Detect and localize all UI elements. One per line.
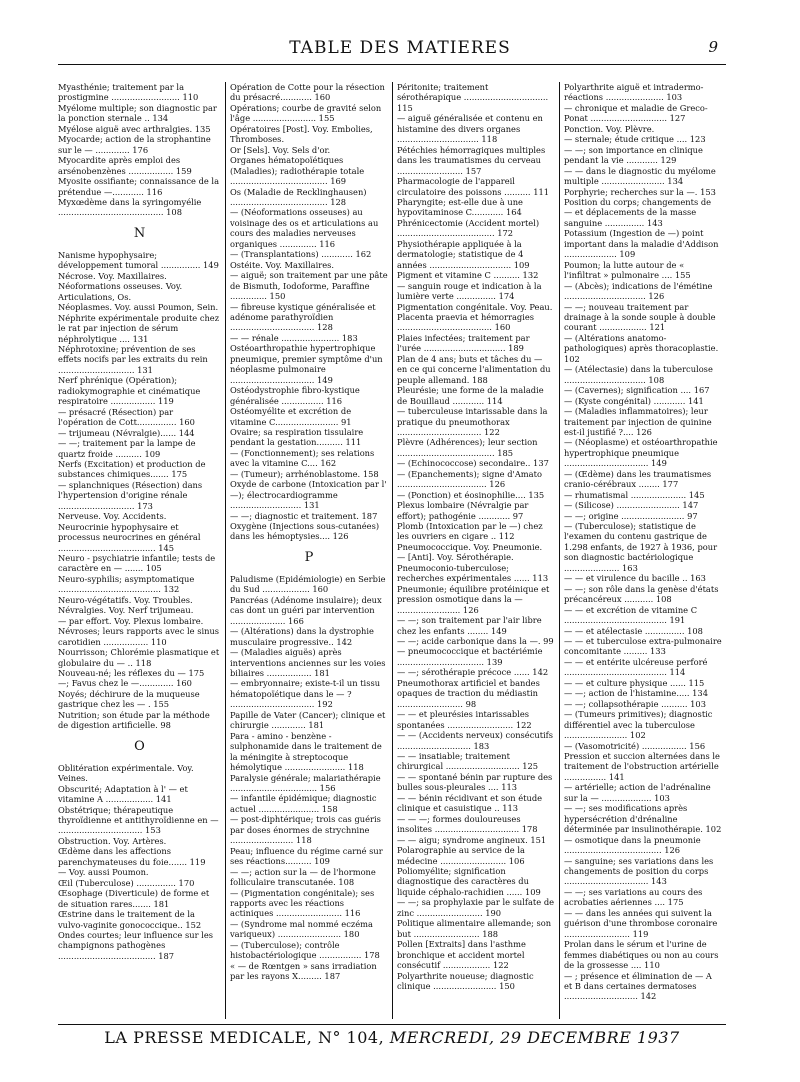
footer-date: MERCREDI, 29 DECEMBRE 1937 [389, 1028, 680, 1047]
index-entry: Myosite ossifiante; connaissance de la prétendue —............ 116 [58, 176, 220, 197]
index-entry: Prolan dans le sérum et l'urine de femmes diabétiques ou non au cours de la grossesse .... 110 [564, 939, 719, 971]
page-number: 9 [708, 38, 718, 56]
index-entry: Neuro-végétatifs. Voy. Troubles. [58, 594, 193, 605]
index-entry: — — et pleurésies intarissables spontanées ......................... 122 [397, 709, 532, 730]
index-entry: — (Altérations anatomo-pathologiques) après thoracoplastie. 102 [564, 332, 719, 364]
index-entry: — (Altérations) dans la dystrophie musculaire progressive.. 142 [230, 626, 374, 647]
index-entry: — — et entérite ulcéreuse perforé ....................................... 114 [564, 656, 708, 678]
index-entry: — —; acide carbonique dans la —. 99 [397, 636, 554, 647]
index-entry: « — de Rœntgen » sans irradiation par les rayons X......... 187 [230, 960, 377, 982]
index-entry: Neuro-syphilis; asymptomatique ....................................... 132 [58, 573, 195, 595]
index-entry: Potassium (Ingestion de —) point important dans la maladie d'Addison .................... 109 [564, 228, 719, 260]
index-entry: — (Atélectasie) dans la tuberculose ............................... 108 [564, 364, 713, 385]
index-entry: — présacré (Résection) par l'opération de Cott............... 160 [58, 406, 195, 428]
index-entry: Plomb (Intoxication par le —) chez les ouvriers en cigare .. 112 [397, 521, 543, 542]
index-entry: Polarographie au service de la médecine ......................... 106 [397, 845, 525, 866]
index-entry: — (Kyste congénital) ............ 141 [564, 395, 704, 406]
index-entry: Pollen [Extraits] dans l'asthme bronchique et accident mortel consécutif .................. 122 [397, 939, 526, 971]
index-entry: — —; origine ........................ 97 [564, 510, 698, 521]
index-entry: Position du corps; changements de — et déplacements de la masse sanguine ............... 143 [564, 196, 712, 228]
index-entry: — —; son importance en clinique pendant la vie ............ 129 [564, 144, 703, 166]
index-column-4 [559, 82, 726, 1019]
index-entry: — embryonnaire; existe-t-il un tissu hématopoïétique dans le — ? ................................ 192 [230, 678, 381, 710]
index-entry: — trijumeau (Névralgie)...... 144 [58, 427, 195, 438]
index-entry: — — et virulence du bacille .. 163 [564, 573, 706, 584]
index-entry: Pharyngite; est-elle due à une hypovitaminose C............ 164 [397, 196, 523, 218]
index-entry: Myocardite après emploi des arsénobenzènes ................. 159 [58, 155, 192, 176]
index-entry: Ponction. Voy. Plèvre. [564, 123, 655, 134]
index-entry: — sanguine; ses variations dans les changements de position du corps ................................ 143 [564, 855, 714, 887]
index-entry: Nutrition; son étude par la méthode de digestion artificielle. 98 [58, 709, 210, 731]
index-entry: Pleurésie; une forme de la maladie de Bouillaud ............ 114 [397, 385, 544, 406]
index-entry: Para - amino - benzène - sulphonamide dans le traitement de la méningite à streptocoque hémolytique ....................... 118 [230, 730, 382, 773]
footer-rule [58, 1024, 726, 1025]
index-entry: — —; son rôle dans la genèse d'états précancéreux ........... 108 [564, 583, 719, 605]
index-entry: Nanisme hypophysaire; développement tumoral ............... 149 [58, 249, 219, 271]
index-entry: — — aigu; syndrome angineux. 151 [397, 834, 547, 845]
index-entry: Néphrite expérimentale produite chez le rat par injection de sérum néphrolytique .... 131 [58, 312, 220, 344]
index-entry: Néphrotoxine; prévention de ses effets nocifs par les extraits du rein ............................. 131 [58, 343, 208, 375]
index-entry: Paludisme (Epidémiologie) en Serbie du Sud .................. 160 [230, 573, 386, 595]
index-entry: — rhumatismal ..................... 145 [564, 489, 705, 500]
index-entry: — —; action de l'histamine..... 134 [564, 688, 708, 699]
index-entry: Obscurité; Adaptation à l' — et vitamine A .................. 141 [58, 783, 188, 805]
index-entry: Myocarde; action de la strophantine sur le — ............. 176 [58, 134, 211, 155]
index-columns [58, 82, 726, 1019]
index-entry: — (Tumeur); arrhénoblastome. 158 [230, 468, 379, 479]
index-entry: — sternale; étude critique .... 123 [564, 134, 706, 145]
index-entry: Pétéchies hémorragiques multiples dans les traumatismes du cerveau ......................... 157 [397, 144, 546, 176]
index-entry: — — et atélectasie ............... 108 [564, 625, 703, 636]
index-entry: Poumon; la lutte autour de « l'infiltrat » pulmonaire .... 155 [564, 259, 691, 281]
index-entry: Plaies infectées; traitement par l'urée ............................... 189 [397, 332, 530, 354]
index-entry: Plèvre (Adhérences); leur section ..................................... 185 [397, 437, 538, 458]
index-entry: — (Syndrome mal nommé eczéma variqueux) ........................ 180 [230, 918, 373, 940]
section-letter-heading: P [304, 549, 314, 565]
index-entry: Nerfs (Excitation) et production de substances chimiques....... 175 [58, 458, 206, 480]
index-entry: Opératoires [Post]. Voy. Embolies, Thromboses. [230, 123, 373, 145]
index-entry: — — insatiable; traitement chirurgical ............................ 125 [397, 751, 539, 772]
index-entry: Oxygène (Injections sous-cutanées) dans les hémoptysies.... 126 [230, 521, 380, 542]
index-entry: Organes hématopoïétiques (Maladies); radiothérapie totale ..................................... 169 [230, 155, 365, 187]
index-entry: Os (Maladie de Recklinghausen) ..................................... 128 [230, 186, 367, 207]
index-entry: — sanguin rouge et indication à la lumière verte ............... 174 [397, 280, 542, 302]
index-entry: — post-diphtérique; trois cas guéris par doses énormes de strychnine ........................ 118 [230, 814, 381, 846]
index-entry: — (Abcès); indications de l'émétine ............................... 126 [564, 280, 713, 302]
index-entry: Oblitération expérimentale. Voy. Veines. [58, 762, 194, 784]
index-entry: — — bénin récidivant et son étude clinique et casuistique .. 113 [397, 792, 543, 814]
index-entry: — — (Accidents nerveux) consécutifs ............................ 183 [397, 730, 554, 751]
index-entry: Ostéodystrophie fibro-kystique généralisée ................ 116 [230, 385, 360, 406]
index-entry: Poliomyélite; signification diagnostique des caractères du liquide céphalo-rachidien ...... 109 [397, 865, 541, 897]
index-entry: Oxyde de carbone (Intoxication par l' —); électrocardiogramme ........................... 131 [230, 479, 387, 511]
index-entry: Peau; influence du régime carné sur ses réactions.......... 109 [230, 845, 383, 867]
index-entry: — ; présence et élimination de — A et B dans certaines dermatoses ............................ 142 [564, 970, 712, 1002]
index-entry: Pigment et vitamine C .......... 132 [397, 270, 539, 281]
index-entry: — (Transplantations) ............ 162 [230, 249, 372, 260]
index-entry: Nerveuse. Voy. Accidents. [58, 511, 167, 522]
index-entry: —; Favus chez le —............. 160 [58, 678, 192, 689]
index-entry: — (Echinococcose) secondaire.. 137 [397, 458, 549, 469]
section-letter-heading: N [133, 225, 146, 241]
index-entry: — (Tuberculose); contrôle histobactériologique ................ 178 [230, 939, 380, 961]
index-entry: Œil (Tuberculose) ............... 170 [58, 877, 195, 888]
index-entry: — — dans les années qui suivent la guérison d'une thrombose coronaire ......................... 119 [564, 907, 718, 939]
index-entry: — — —; formes douloureuses insolites ................................ 178 [397, 813, 538, 835]
index-entry: — (Silicose) ........................ 147 [564, 500, 699, 511]
index-entry: Or [Sels]. Voy. Sels d'or. [230, 144, 331, 155]
index-entry: — tuberculeuse intarissable dans la pratique du pneumothorax ................................ 122 [397, 406, 548, 437]
index-entry: Plan de 4 ans; buts et tâches du — en ce qui concerne l'alimentation du peuple allemand. 188 [397, 353, 551, 385]
index-entry: — Voy. aussi Poumon. [58, 867, 149, 878]
index-entry: — —; diagnostic et traitement. 187 [230, 510, 378, 521]
index-entry: — aiguë généralisée et contenu en histamine des divers organes ............................... 118 [397, 113, 543, 145]
index-entry: Polyarthrite noueuse; diagnostic clinique ........................ 150 [397, 970, 534, 991]
index-entry: — — et culture physique ...... 115 [564, 677, 705, 688]
index-entry: Ostéomyélite et excrétion de vitamine C........................ 91 [230, 406, 352, 427]
index-entry: — —; nouveau traitement par drainage à la sonde souple à double courant .................. 121 [564, 301, 716, 333]
index-entry: Neurocrinie hypophysaire et processus neurocrines en général ..................................... 145 [58, 521, 201, 553]
index-entry: — —; collapsothérapie .......... 103 [564, 698, 706, 709]
index-entry: — infantile épidémique; diagnostic actuel ....................... 158 [230, 793, 377, 814]
index-entry: Névralgies. Voy. Nerf trijumeau. [58, 605, 194, 616]
index-entry: — (Néoplasme) et ostéoarthropathie hypertrophique pneumique ................................ 149 [564, 437, 718, 469]
index-entry: — (Œdème) dans les traumatismes cranio-cérébraux ........ 177 [564, 468, 712, 490]
index-entry: Pneumonie; équilibre protéinique et pression osmotique dans la — ........................ 126 [397, 583, 550, 615]
page-footer [58, 1028, 726, 1047]
index-entry: Névroses; leurs rapports avec le sinus carotidien ................. 110 [58, 626, 220, 647]
index-entry: Pneumothorax artificiel et bandes opaques de traction du médiastin ......................... 98 [397, 677, 540, 709]
index-entry: Ondes courtes; leur influence sur les champignons pathogènes ..................................... 187 [58, 929, 214, 961]
index-entry: — —; sérothérapie précoce ...... 142 [397, 667, 549, 678]
index-entry: Néoformations osseuses. Voy. Articulations, Os. [58, 281, 183, 302]
index-entry: Nerf phrénique (Opération); radiokymographie et cinématique respiratoire ................. 119 [58, 375, 201, 407]
index-entry: Ovaire; sa respiration tissulaire pendant la gestation.......... 111 [230, 426, 364, 448]
index-entry: — —; traitement par la lampe de quartz froide .......... 109 [58, 438, 196, 459]
index-entry: Pression et succion alternées dans le traitement de l'obstruction artérielle ................ 141 [564, 751, 720, 782]
index-entry: — (Vasomotricité) ................. 156 [564, 740, 706, 751]
index-entry: — — rénale ...................... 183 [230, 332, 358, 343]
index-entry: — chronique et maladie de Greco-Ponat ............................. 127 [564, 102, 708, 124]
header-rule [58, 64, 726, 65]
index-entry: Obstruction. Voy. Artères. [58, 835, 167, 846]
index-entry: Papille de Vater (Cancer); clinique et chirurgie ............. 181 [230, 709, 386, 731]
index-entry: Œstrine dans le traitement de la vulvo-vaginite gonococcique.. 152 [58, 909, 202, 930]
index-entry: Porphyrie; recherches sur la —. 153 [564, 186, 716, 197]
index-entry: Nécrose. Voy. Maxillaires. [58, 270, 167, 281]
index-entry: Myélome multiple; son diagnostic par la ponction sternale .. 134 [58, 102, 217, 124]
index-column-2 [225, 82, 392, 1019]
index-entry: Pneumococcique. Voy. Pneumonie. [397, 541, 543, 552]
index-entry: — (Néoformations osseuses) au voisinage des os et articulations au cours des maladies nerveuses organiques .............. 116 [230, 207, 379, 249]
index-entry: — (Pigmentation congénitale); ses rapports avec les réactions actiniques ......................... 116 [230, 887, 375, 919]
footer-journal: LA PRESSE MEDICALE, N° 104, [104, 1028, 385, 1047]
index-entry: — fibreuse kystique généralisée et adénome parathyroïdien ................................ 128 [230, 301, 376, 333]
index-entry: — (Maladies inflammatoires); leur traitement par injection de quinine est-il justifié ?.... 126 [564, 406, 712, 437]
index-entry: — splanchniques (Résection) dans l'hypertension d'origine rénale ............................. 173 [58, 479, 203, 511]
index-entry: — (Maladies aiguës) après interventions anciennes sur les voies biliaires ................. 181 [230, 647, 386, 679]
index-entry: Obstétrique; thérapeutique thyroïdienne et antithyroïdienne en — ................................ 153 [58, 804, 219, 836]
index-entry: — — spontané bénin par rupture des bulles sous-pleurales .... 113 [397, 771, 553, 793]
index-entry: Noyés; déchirure de la muqueuse gastrique chez les — . 155 [58, 688, 200, 710]
index-entry: Plexus lombaire (Névralgie par effort); pathogénie ............ 97 [397, 500, 529, 521]
index-entry: Pneumoconio-tuberculose; recherches expérimentales ...... 113 [397, 562, 549, 584]
index-entry: Phrénicectomie (Accident mortel) ..................................... 172 [397, 217, 540, 239]
index-column-1 [58, 82, 225, 1019]
index-entry: Œdème dans les affections parenchymateuses du foie....... 119 [58, 846, 206, 867]
index-entry: Polyarthrite aiguë et intradermo-réactions ...................... 103 [564, 82, 704, 103]
index-entry: — —; sa prophylaxie par le sulfate de zinc ......................... 190 [397, 897, 555, 918]
index-entry: Pigmentation congénitale. Voy. Peau. [397, 301, 553, 312]
index-entry: Ostéoarthropathie hypertrophique pneumique, premier symptôme d'un néoplasme pulmonaire ................................ 149 [230, 343, 383, 385]
index-entry: Œsophage (Diverticule) de forme et de situation rares....... 181 [58, 888, 210, 909]
index-entry: — (Fonctionnement); ses relations avec la vitamine C.... 162 [230, 447, 375, 469]
index-entry: Nourrisson; Chlorémie plasmatique et globulaire du — .. 118 [58, 647, 220, 668]
index-entry: — aiguë; son traitement par une pâte de Bismuth, Iodoforme, Paraffine .............. 150 [230, 270, 388, 302]
index-entry: — par effort. Voy. Plexus lombaire. [58, 615, 204, 626]
index-entry: Physiothérapie appliquée à la dermatologie; statistique de 4 années ............................... 109 [397, 238, 530, 270]
index-entry: — (Cavernes); signification .... 167 [564, 385, 710, 396]
index-entry: Neuro - psychiatrie infantile; tests de caractère en — ....... 105 [58, 553, 216, 574]
index-entry: — — et excrétion de vitamine C ....................................... 191 [564, 604, 698, 626]
index-entry: Ostéite. Voy. Maxillaires. [230, 259, 335, 270]
section-letter-heading: O [134, 738, 145, 754]
index-entry: — (Tuberculose); statistique de l'examen du contenu gastrique de 1.298 enfants, de 1927 à 1936, pour son diagnostic bactériologique ..................... 163 [564, 521, 718, 573]
index-entry: — (Epanchements); signe d'Amato .................................. 126 [397, 468, 542, 490]
index-entry: Myélose aiguë avec arthralgies. 135 [58, 123, 211, 134]
index-entry: Opérations; courbe de gravité selon l'âge ........................ 155 [230, 102, 382, 124]
index-column-3 [392, 82, 559, 1019]
index-entry: — — et tuberculose extra-pulmonaire concomitante ......... 133 [564, 636, 722, 657]
index-entry: Opération de Cotte pour la résection du présacré............ 160 [230, 82, 385, 103]
index-entry: — (Tumeurs primitives); diagnostic différentiel avec la tuberculose ........................ 102 [564, 709, 713, 741]
index-entry: Pharmacologie de l'appareil circulatoire des poissons .......... 111 [397, 176, 550, 197]
index-entry: Pancréas (Adénome insulaire); deux cas dont un guéri par intervention ..................... 166 [230, 594, 382, 626]
index-entry: — (Ponction) et éosinophilie.... 135 [397, 489, 545, 500]
index-entry: Placenta praevia et hémorragies .................................... 160 [397, 311, 535, 333]
index-entry: Politique alimentaire allemande; son but ......................... 188 [397, 918, 552, 939]
index-entry: — — dans le diagnostic du myélome multiple ........................ 134 [564, 165, 716, 187]
index-entry: — —; ses modifications après hypersécrétion d'drénaline déterminée par insulinothérapie. 102 [564, 803, 722, 835]
index-entry: — [Anti]. Voy. Sérothérapie. [397, 552, 514, 563]
index-entry: — —; action sur la — de l'hormone folliculaire transcutanée. 108 [230, 866, 376, 888]
index-entry: — pneumococcique et bactériémie ................................. 139 [397, 646, 543, 667]
index-entry: — artérielle; action de l'adrénaline sur la — ................... 103 [564, 782, 711, 803]
page-header-title: TABLE DES MATIERES [289, 38, 511, 58]
index-entry: Nouveau-né; les réflexes du — 175 [58, 668, 205, 679]
index-entry: Myasthénie; traitement par la prostigmine .......................... 110 [58, 82, 199, 103]
index-entry: — osmotique dans la pneumonie ..................................... 126 [564, 834, 701, 856]
index-entry: — —; ses variations au cours des acrobaties aériennes .... 175 [564, 886, 703, 908]
index-entry: Paralysie générale; malariathérapie ................................. 156 [230, 772, 381, 793]
index-entry: Myxœdème dans la syringomyélie ........................................ 108 [58, 196, 202, 218]
index-entry: Néoplasmes. Voy. aussi Poumon, Sein. [58, 302, 219, 313]
index-entry: — —; son traitement par l'air libre chez les enfants ........ 149 [397, 615, 542, 636]
index-entry: Péritonite; traitement sérothérapique ................................ 115 [397, 82, 549, 113]
